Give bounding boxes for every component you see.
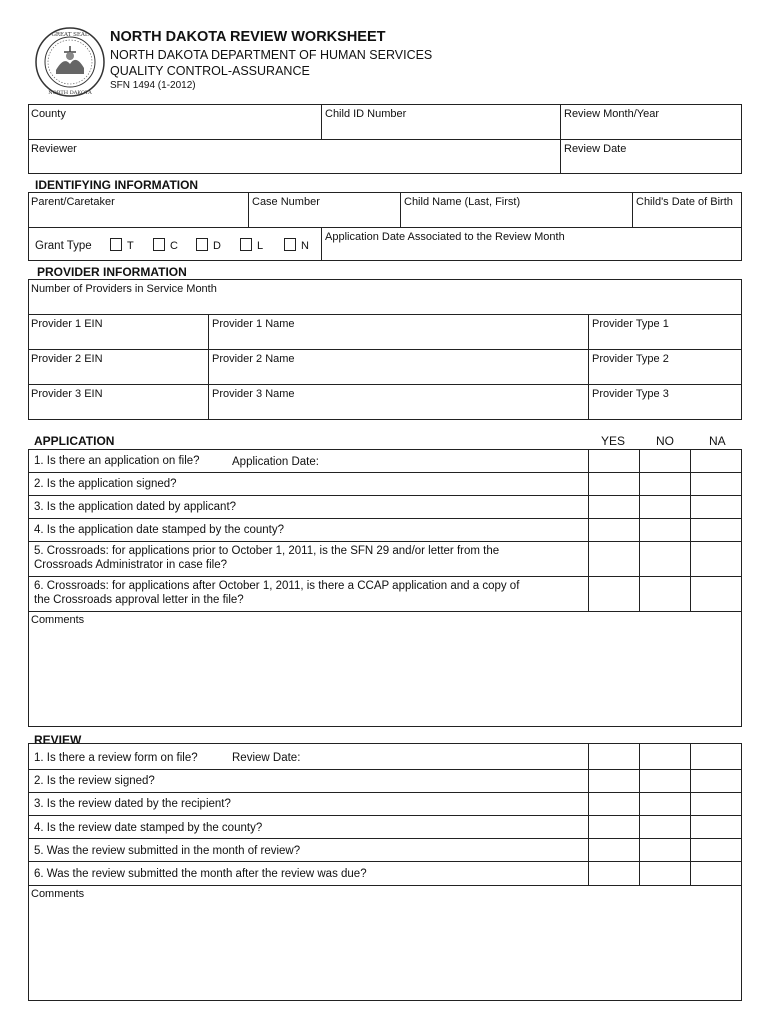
application-q5-line2: Crossroads Administrator in case file?	[34, 559, 228, 571]
provider-2-ein-field[interactable]: Provider 2 EIN	[31, 353, 103, 365]
application-heading: APPLICATION	[34, 434, 115, 448]
provider-info-heading: PROVIDER INFORMATION	[37, 265, 187, 279]
review-q1: 1. Is there a review form on file?	[34, 752, 198, 764]
grant-type-d-label: D	[213, 240, 221, 252]
form-title: NORTH DAKOTA REVIEW WORKSHEET	[110, 29, 386, 45]
grant-type-t-label: T	[127, 240, 134, 252]
application-comments-field[interactable]: Comments	[31, 614, 85, 626]
review-q5: 5. Was the review submitted in the month of review?	[34, 845, 301, 857]
application-date-field[interactable]: Application Date Associated to the Review Month	[325, 231, 565, 243]
provider-3-type-field[interactable]: Provider Type 3	[592, 388, 669, 400]
application-q1: 1. Is there an application on file?	[34, 455, 200, 467]
parent-caretaker-field[interactable]: Parent/Caretaker	[31, 196, 115, 208]
application-q5-line1: 5. Crossroads: for applications prior to October 1, 2011, is the SFN 29 and/or letter from the	[34, 545, 500, 557]
review-q4: 4. Is the review date stamped by the county?	[34, 822, 263, 834]
grant-type-t-checkbox[interactable]	[110, 238, 122, 251]
review-heading: REVIEW	[34, 733, 82, 747]
provider-2-type-field[interactable]: Provider Type 2	[592, 353, 669, 365]
no-column-header: NO	[656, 434, 674, 448]
reviewer-field[interactable]: Reviewer	[31, 143, 77, 155]
review-q3: 3. Is the review dated by the recipient?	[34, 798, 231, 810]
provider-1-type-field[interactable]: Provider Type 1	[592, 318, 669, 330]
review-comments-field[interactable]: Comments	[31, 888, 85, 900]
grant-type-d-checkbox[interactable]	[196, 238, 208, 251]
review-q6: 6. Was the review submitted the month after the review was due?	[34, 868, 367, 880]
division-name: QUALITY CONTROL-ASSURANCE	[110, 64, 310, 78]
provider-1-name-field[interactable]: Provider 1 Name	[212, 318, 295, 330]
svg-text:GREAT SEAL: GREAT SEAL	[51, 32, 89, 38]
application-q6-line1: 6. Crossroads: for applications after October 1, 2011, is there a CCAP application and a copy of	[34, 580, 520, 592]
grant-type-n-checkbox[interactable]	[284, 238, 296, 251]
review-date-label[interactable]: Review Date:	[232, 752, 301, 764]
case-number-field[interactable]: Case Number	[252, 196, 320, 208]
grant-type-label: Grant Type	[35, 240, 92, 252]
identifying-info-heading: IDENTIFYING INFORMATION	[35, 178, 199, 192]
child-name-field[interactable]: Child Name (Last, First)	[404, 196, 521, 208]
provider-3-ein-field[interactable]: Provider 3 EIN	[31, 388, 103, 400]
application-q2: 2. Is the application signed?	[34, 478, 177, 490]
application-date-label[interactable]: Application Date:	[232, 456, 319, 468]
application-q3: 3. Is the application dated by applicant?	[34, 501, 237, 513]
yes-column-header: YES	[601, 434, 626, 448]
provider-3-name-field[interactable]: Provider 3 Name	[212, 388, 295, 400]
child-id-field[interactable]: Child ID Number	[325, 108, 407, 120]
provider-1-ein-field[interactable]: Provider 1 EIN	[31, 318, 103, 330]
review-q2: 2. Is the review signed?	[34, 775, 155, 787]
form-number: SFN 1494 (1-2012)	[110, 80, 196, 91]
grant-type-n-label: N	[301, 240, 309, 252]
child-dob-field[interactable]: Child's Date of Birth	[636, 196, 733, 208]
department-name: NORTH DAKOTA DEPARTMENT OF HUMAN SERVICES	[110, 48, 433, 62]
grant-type-l-checkbox[interactable]	[240, 238, 252, 251]
application-q4: 4. Is the application date stamped by the county?	[34, 524, 284, 536]
review-date-field[interactable]: Review Date	[564, 143, 627, 155]
svg-text:NORTH DAKOTA: NORTH DAKOTA	[48, 90, 92, 96]
na-column-header: NA	[709, 434, 726, 448]
grant-type-c-label: C	[170, 240, 178, 252]
state-seal-icon	[34, 26, 106, 98]
number-of-providers-field[interactable]: Number of Providers in Service Month	[31, 283, 217, 295]
application-q6-line2: the Crossroads approval letter in the file?	[34, 594, 244, 606]
provider-2-name-field[interactable]: Provider 2 Name	[212, 353, 295, 365]
grant-type-c-checkbox[interactable]	[153, 238, 165, 251]
county-field[interactable]: County	[31, 108, 66, 120]
review-month-year-field[interactable]: Review Month/Year	[564, 108, 659, 120]
grant-type-l-label: L	[257, 240, 264, 252]
